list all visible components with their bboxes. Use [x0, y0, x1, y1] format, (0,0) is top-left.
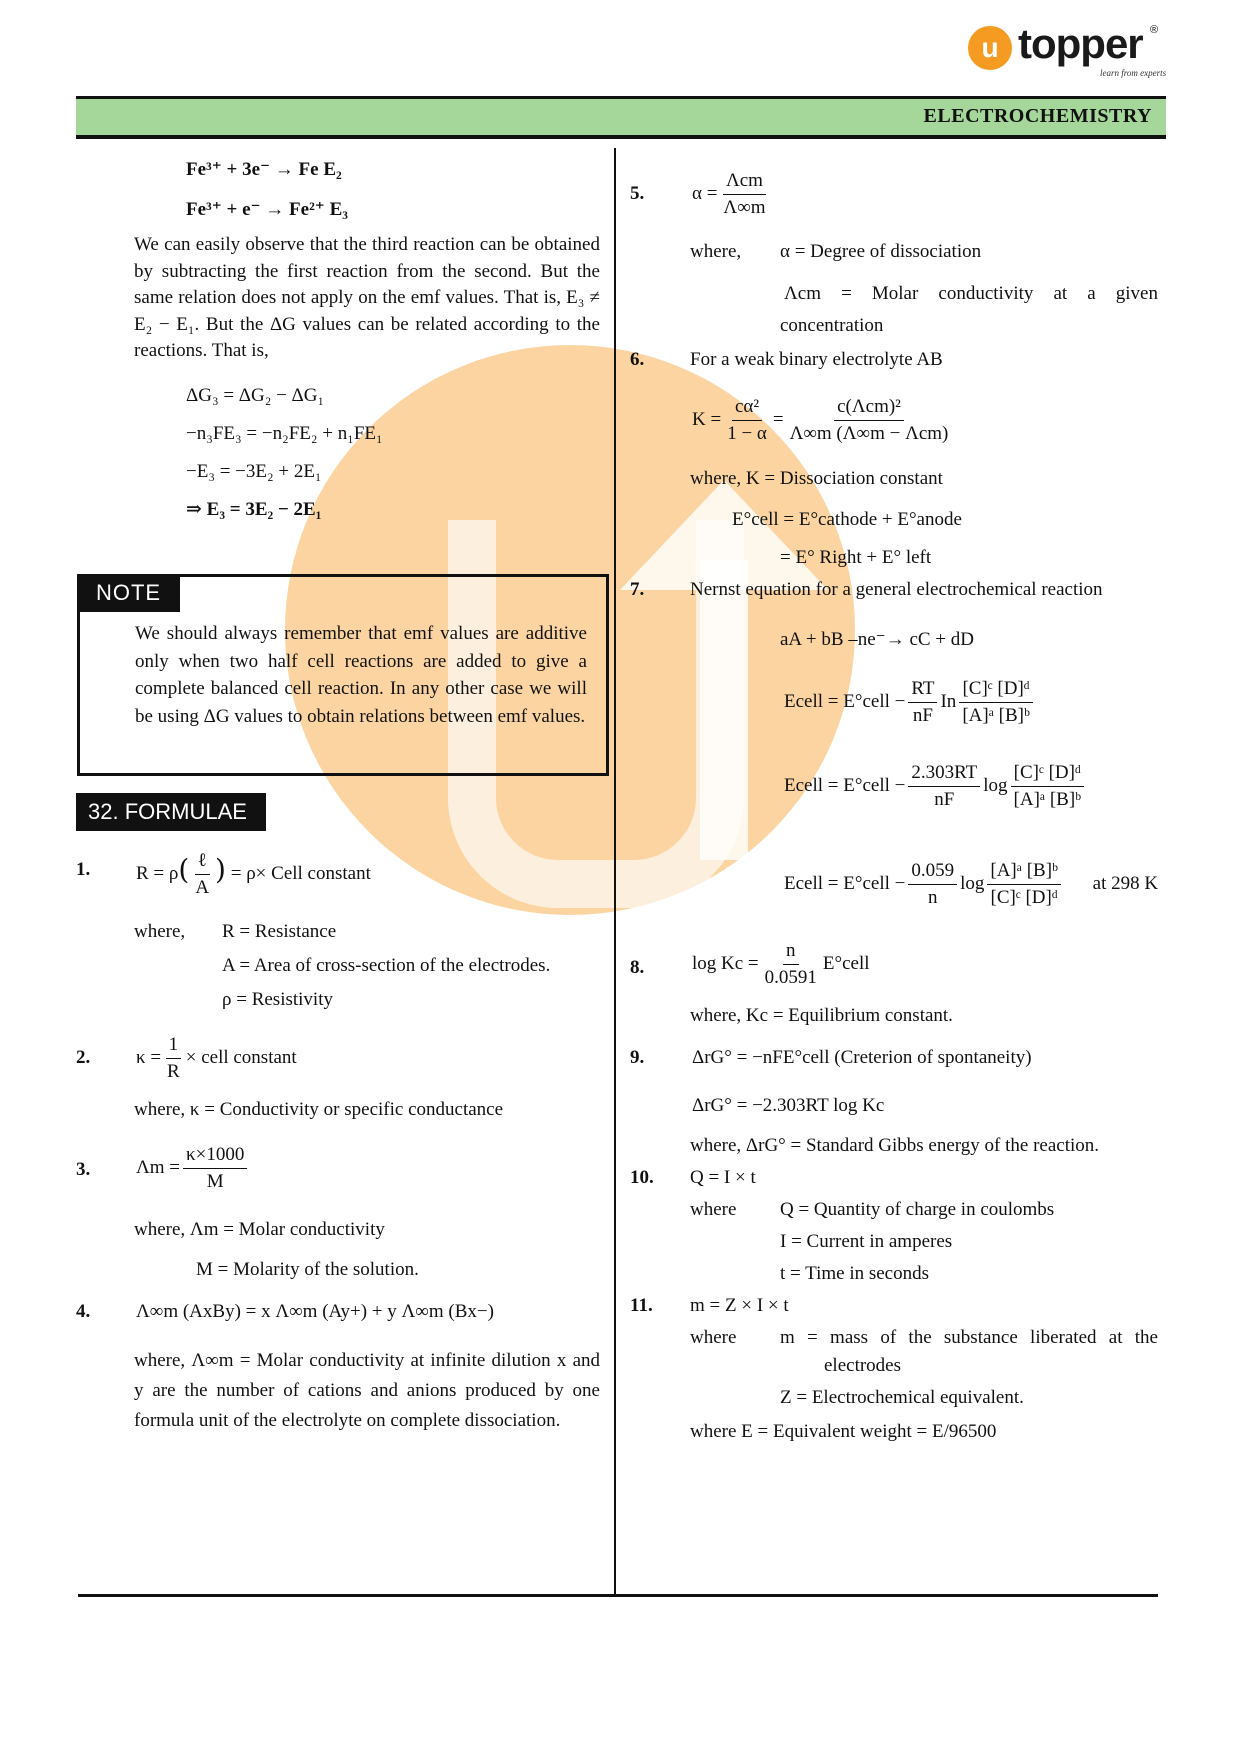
formula-6-equals: =	[772, 409, 784, 430]
formula-10-def-charge: Q = Quantity of charge in coulombs	[780, 1199, 1055, 1220]
nernst-298-lhs: Ecell = E°cell −	[784, 873, 906, 894]
paragraph-emf: We can easily observe that the third reaction can be obtained by subtracting the first reaction from the second. But the same relation does not apply on the emf values. That is, E₃ ≠ E₂ − E₁. But the ΔG values can be related according to the reactions. That is,	[134, 234, 600, 361]
formula-1-number: 1.	[76, 859, 91, 880]
formula-5-def-concentration: concentration	[780, 315, 884, 336]
logo-registered-mark: ®	[1150, 24, 1159, 36]
formula-2-equation	[136, 1030, 297, 1086]
formula-5-fraction-bottom: Λ∞m	[723, 197, 766, 219]
formula-1-where: where,	[134, 921, 186, 942]
formula-1-rhs: = ρ× Cell constant	[230, 863, 371, 884]
formula-11-def-mass: m = mass of the substance liberated at the	[780, 1327, 1158, 1348]
nernst-298-fraction-bottom: n	[927, 887, 938, 909]
formula-6-fraction1-top: cα²	[732, 395, 762, 421]
formula-7-reaction: aA + bB ⎯ne⁻→ cC + dD	[780, 629, 974, 650]
watermark-arrow-head	[620, 480, 828, 590]
formula-3-fraction-top: κ×1000	[183, 1143, 247, 1169]
formula-2-number: 2.	[76, 1047, 91, 1068]
formula-6-fraction2-top: c(Λcm)²	[834, 395, 904, 421]
formula-3-lhs: Λm =	[136, 1157, 181, 1178]
formula-4-equation: Λ∞m (AxBy) = x Λ∞m (Ay+) + y Λ∞m (Bx−)	[136, 1301, 494, 1322]
formula-9-number: 9.	[630, 1047, 645, 1068]
formula-1-def-resistivity: ρ = Resistivity	[222, 989, 333, 1010]
formula-9-equation-2: ΔrG° = −2.303RT log Kc	[692, 1095, 885, 1116]
formula-11-def-z: Z = Electrochemical equivalent.	[780, 1387, 1024, 1408]
formula-6-lhs: K =	[692, 409, 722, 430]
formula-11-equation: m = Z × I × t	[690, 1295, 789, 1316]
nernst-equation-298k	[784, 854, 1158, 914]
nernst-ln-lhs: Ecell = E°cell −	[784, 691, 906, 712]
formula-8-description: where, Kc = Equilibrium constant.	[690, 1005, 953, 1026]
formula-2-lhs: κ =	[136, 1047, 162, 1068]
formula-9-equation-1: ΔrG° = −nFE°cell (Creterion of spontaneity)	[692, 1047, 1032, 1068]
nernst-log-quotient-top: [C]ᶜ [D]ᵈ	[1011, 761, 1084, 787]
formula-2-description: where, κ = Conductivity or specific conductance	[134, 1099, 504, 1120]
formula-7-number: 7.	[630, 579, 645, 600]
nernst-log-fraction-bottom: nF	[934, 789, 955, 811]
formula-11-number: 11.	[630, 1295, 653, 1316]
equation-delta-g: ΔG₃ = ΔG₂ − ΔG₁	[186, 385, 325, 406]
nernst-log-lhs: Ecell = E°cell −	[784, 775, 906, 796]
formula-10-def-time: t = Time in seconds	[780, 1263, 930, 1284]
note-text: We should always remember that emf values are additive only when two half cell reactions are added to give a complete balanced cell reaction. In any other case we will be using ΔG values to obtain relations between emf values.	[135, 623, 587, 727]
formula-6-fraction2-bottom: Λ∞m (Λ∞m − Λcm)	[789, 423, 949, 445]
chapter-header	[76, 96, 1166, 139]
formula-5-number: 5.	[630, 183, 645, 204]
watermark-arrow-shaft	[700, 560, 748, 860]
equation-nfe: −n₃FE₃ = −n₂FE₂ + n₁FE₁	[186, 423, 383, 444]
formula-3-equation	[136, 1140, 250, 1196]
section-title: 32. FORMULAE	[76, 793, 266, 831]
formula-9-description: where, ΔrG° = Standard Gibbs energy of the reaction.	[690, 1135, 1100, 1156]
nernst-ln-fraction-bottom: nF	[912, 705, 933, 727]
formula-1-equation: R = ρ( $\frac{\text{ℓ}}{A}$ ) = ρ× Cell constant	[136, 850, 371, 899]
formula-2-fraction-bottom: R	[167, 1061, 180, 1083]
formula-1-def-area: A = Area of cross-section of the electrodes.	[222, 955, 551, 976]
logo-name: topper	[1018, 20, 1143, 67]
logo-icon: u	[968, 26, 1012, 70]
nernst-ln-quotient-top: [C]ᶜ [D]ᵈ	[959, 677, 1032, 703]
column-divider	[614, 148, 616, 1596]
formula-5-def-alpha: α = Degree of dissociation	[780, 241, 982, 262]
nernst-log-quotient-bottom: [A]ᵃ [B]ᵇ	[1013, 789, 1082, 811]
formula-5-def-molar: Λcm = Molar conductivity at a given	[784, 283, 1158, 304]
formula-1-fraction-top: ℓ	[195, 849, 210, 875]
formula-3-def-molar: where, Λm = Molar conductivity	[134, 1219, 385, 1240]
formula-5-equation	[692, 166, 772, 222]
formula-10-equation: Q = I × t	[690, 1167, 756, 1188]
reaction-2: Fe³⁺ + e⁻ → Fe²⁺ E₃	[186, 199, 348, 220]
nernst-log-fraction-top: 2.303RT	[908, 761, 980, 787]
nernst-298-quotient-bottom: [C]ᶜ [D]ᵈ	[990, 887, 1058, 909]
formula-8-equation	[692, 934, 870, 994]
formula-3-fraction-bottom: M	[206, 1171, 224, 1193]
formula-1-def-resistance: R = Resistance	[222, 921, 337, 942]
formula-6-number: 6.	[630, 349, 645, 370]
nernst-298-temperature: at 298 K	[1092, 873, 1159, 894]
formula-5-where: where,	[690, 241, 742, 262]
reaction-1: Fe³⁺ + 3e⁻ → Fe E₂	[186, 159, 342, 180]
formula-8-lhs: log Kc =	[692, 953, 759, 974]
equation-e3: −E₃ = −3E₂ + 2E₁	[186, 461, 322, 482]
bottom-rule	[78, 1594, 1158, 1597]
formula-4-number: 4.	[76, 1301, 91, 1322]
formula-6-title: For a weak binary electrolyte AB	[690, 349, 943, 370]
formula-11-where: where	[690, 1327, 737, 1348]
nernst-equation-ln	[784, 672, 1036, 732]
nernst-equation-log	[784, 756, 1087, 816]
formula-6-fraction1-bottom: 1 − α	[727, 423, 767, 445]
formula-5-fraction-top: Λcm	[723, 169, 766, 195]
formula-2-fraction-top: 1	[166, 1033, 182, 1059]
formula-8-number: 8.	[630, 957, 645, 978]
formula-8-fraction-top: n	[783, 939, 799, 965]
formula-11-def-e: where E = Equivalent weight = E/96500	[690, 1421, 997, 1442]
note-label: NOTE	[77, 574, 180, 612]
formula-11-def-electrodes: electrodes	[824, 1355, 902, 1376]
nernst-log-operator: log	[983, 775, 1008, 796]
logo-tagline: learn from experts	[1100, 68, 1167, 78]
nernst-ln-operator: In	[940, 691, 957, 712]
formula-8-fraction-bottom: 0.0591	[764, 967, 817, 989]
formula-6-ecell-alt: = E° Right + E° left	[780, 547, 932, 568]
formula-5-lhs: α =	[692, 183, 718, 204]
formula-3-def-molarity: M = Molarity of the solution.	[196, 1259, 419, 1280]
formula-10-where: where	[690, 1199, 737, 1220]
formula-1-fraction-bottom: A	[195, 877, 210, 899]
formula-6-description: where, K = Dissociation constant	[690, 468, 943, 489]
formula-8-rhs: E°cell	[822, 953, 870, 974]
formula-2-rhs: × cell constant	[185, 1047, 297, 1068]
formula-10-number: 10.	[630, 1167, 654, 1188]
nernst-298-fraction-top: 0.059	[908, 859, 957, 885]
formula-4-description: where, Λ∞m = Molar conductivity at infinite dilution x and y are the number of cations and anions produced by one formula unit of the electrolyte on complete dissociation.	[134, 1350, 600, 1431]
formula-3-number: 3.	[76, 1159, 91, 1180]
nernst-ln-fraction-top: RT	[908, 677, 937, 703]
nernst-ln-quotient-bottom: [A]ᵃ [B]ᵇ	[962, 705, 1030, 727]
formula-7-title: Nernst equation for a general electrochemical reaction	[690, 579, 1103, 600]
equation-result: ⇒ E₃ = 3E₂ − 2E₁	[186, 499, 322, 520]
formula-6-equation	[692, 390, 954, 450]
nernst-298-quotient-top: [A]ᵃ [B]ᵇ	[987, 859, 1061, 885]
formula-1-lhs: R = ρ	[136, 863, 179, 884]
chapter-title: ELECTROCHEMISTRY	[923, 105, 1152, 127]
formula-6-ecell: E°cell = E°cathode + E°anode	[732, 509, 962, 530]
formula-10-def-current: I = Current in amperes	[780, 1231, 953, 1252]
nernst-298-operator: log	[960, 873, 985, 894]
